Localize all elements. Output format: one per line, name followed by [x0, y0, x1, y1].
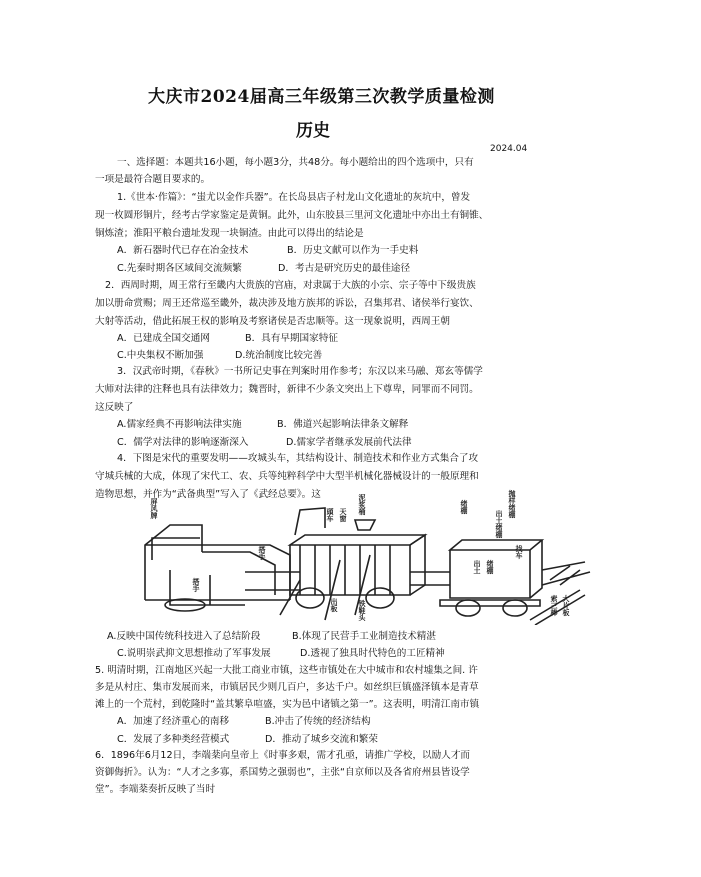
subject-heading: 历史	[296, 121, 330, 141]
q6-stem-line-3: 堂”。李端棻奏折反映了当时	[95, 784, 216, 795]
figure-label: 绪棚	[460, 500, 468, 514]
q1-option-c: C.先秦时期各区域间交流频繁	[117, 263, 242, 274]
figure-label: 天窗	[339, 508, 347, 522]
q3-stem-line-3: 这反映了	[95, 402, 134, 413]
figure-label: 搭手	[192, 578, 200, 592]
q1-option-a: A．新石器时代已存在冶金技术	[117, 245, 249, 256]
q6-stem-line-1: 6．1896年6月12日，李端棻向皇帝上《时事多艰，需才孔亟，请推广学校，以励人才而	[95, 750, 471, 761]
exam-date: 2024.04	[490, 144, 528, 154]
q3-option-d: D.儒家学者继承发展前代法律	[286, 437, 412, 448]
q4-option-d: D.透视了独具时代特色的工匠精神	[300, 648, 445, 659]
q5-option-c: C．发展了多种类经营模式	[117, 734, 230, 745]
figure-label: 屏风牌	[150, 498, 158, 519]
q3-stem-line-1: 3．汉武帝时期，《春秋》一书所记史事在判案时用作参考；东汉以来马融、郑玄等儒学	[117, 366, 483, 377]
figure-label: 绪棚	[486, 560, 494, 574]
figure-label: 搭手	[258, 546, 266, 560]
q4-option-c: C.说明崇武抑文思想推动了军事发展	[117, 648, 271, 659]
q1-stem-line-2: 现一枚圆形铜片，经考古学家鉴定是黄铜。此外，山东胶县三里河文化遗址中亦出土有铜锥、	[95, 210, 489, 221]
q5-option-b: B.冲击了传统的经济结构	[265, 716, 371, 727]
instructions-line-1: 一、选择题：本题共16小题，每小题3分，共48分。每小题给出的四个选项中，只有	[117, 157, 474, 168]
figure-label: 出板	[330, 598, 338, 612]
q1-stem-line-1: 1.《世本·作篇》：“蚩尤以金作兵器”。在长岛县店子村龙山文化遗址的灰坑中，曾发	[117, 192, 471, 203]
q2-stem-line-3: 大射等活动，借此拓展王权的影响及考察诸侯是否忠顺等。这一现象说明，西周王朝	[95, 316, 450, 327]
q5-stem-line-3: 滩上的一个荒村，到乾隆时“盖其繁阜喧盛，实为邑中诸镇之第一”。这表明，明清江南市镇	[95, 699, 480, 710]
exam-title: 大庆市2024届高三年级第三次教学质量检测	[148, 87, 495, 107]
q2-option-c: C.中央集权不断加强	[117, 350, 204, 361]
instructions-line-2: 一项是最符合题目要求的。	[95, 174, 211, 185]
figure-label: 抛样绪棚	[508, 490, 516, 518]
figure-label: 泥浆桶	[358, 494, 366, 515]
q1-option-b: B．历史文献可以作为一手史料	[287, 245, 419, 256]
q2-option-d: D.统治制度比较完善	[235, 350, 323, 361]
q6-stem-line-2: 资御侮折》。认为：“人才之多寡，系国势之强弱也”，主张“自京师以及各省府州县皆设学	[95, 767, 470, 778]
figure-label: 找车	[515, 545, 523, 559]
q3-option-c: C．儒学对法律的影响逐渐深入	[117, 437, 249, 448]
q5-stem-line-2: 多是从村庄、集市发展而来，市镇居民少则几百户，多达千户。如丝织巨镇盛泽镇本是青草	[95, 682, 479, 693]
figure-label: 出土绪棚	[495, 510, 503, 538]
figure-label: 铁鞋头	[358, 600, 366, 621]
q4-option-b: B.体现了民营手工业制造技术精湛	[292, 631, 436, 642]
q4-stem-line-1: 4．下图是宋代的重要发明——攻城头车，其结构设计、制造技术和作业方式集合了攻	[117, 453, 479, 464]
q5-option-a: A．加速了经济重心的南移	[117, 716, 230, 727]
figure-label: 頭车	[326, 508, 334, 522]
q3-stem-line-2: 大师对法律的注释也具有法律效力；魏晋时，新律不少条文突出上下尊卑，同罪而不同罚。	[95, 384, 479, 395]
figure-label: 大片板	[562, 595, 570, 616]
figure-label: 出土	[473, 560, 481, 574]
q2-option-b: B．具有早期国家特征	[245, 333, 338, 344]
q2-stem-line-1: 2．西周时期，周王常行至畿内大贵族的宫庙，对隶属于大族的小宗、宗子等中下级贵族	[105, 280, 476, 291]
q4-option-a: A.反映中国传统科技进入了总结阶段	[107, 631, 261, 642]
q5-option-d: D．推动了城乡交流和繁荣	[265, 734, 378, 745]
q3-option-b: B．佛道兴起影响法律条文解释	[277, 419, 409, 430]
siege-cart-illustration	[130, 490, 600, 625]
q3-option-a: A.儒家经典不再影响法律实施	[117, 419, 242, 430]
q2-stem-line-2: 加以册命赏赐；周王还常巡至畿外，裁决涉及地方族邦的诉讼，召集邦君、诸侯举行宴饮、	[95, 298, 479, 309]
q4-stem-line-3: 造物思想，并作为“武备典型”写入了《武经总要》。这	[95, 489, 321, 500]
q2-option-a: A．已建成全国交通网	[117, 333, 210, 344]
q1-stem-line-3: 铜炼渣；淮阳平粮台遗址发现一块铜渣。由此可以得出的结论是	[95, 228, 364, 239]
figure-label: 索三棒	[550, 595, 558, 616]
q1-option-d: D．考古是研究历史的最佳途径	[278, 263, 411, 274]
q5-stem-line-1: 5. 明清时期，江南地区兴起一大批工商业市镇，这些市镇处在大中城市和农村墟集之间. 许	[95, 665, 478, 676]
q4-stem-line-2: 守城兵械的大成，体现了宋代工、农、兵等纯粹科学中大型半机械化器械设计的一般原理和	[95, 471, 479, 482]
